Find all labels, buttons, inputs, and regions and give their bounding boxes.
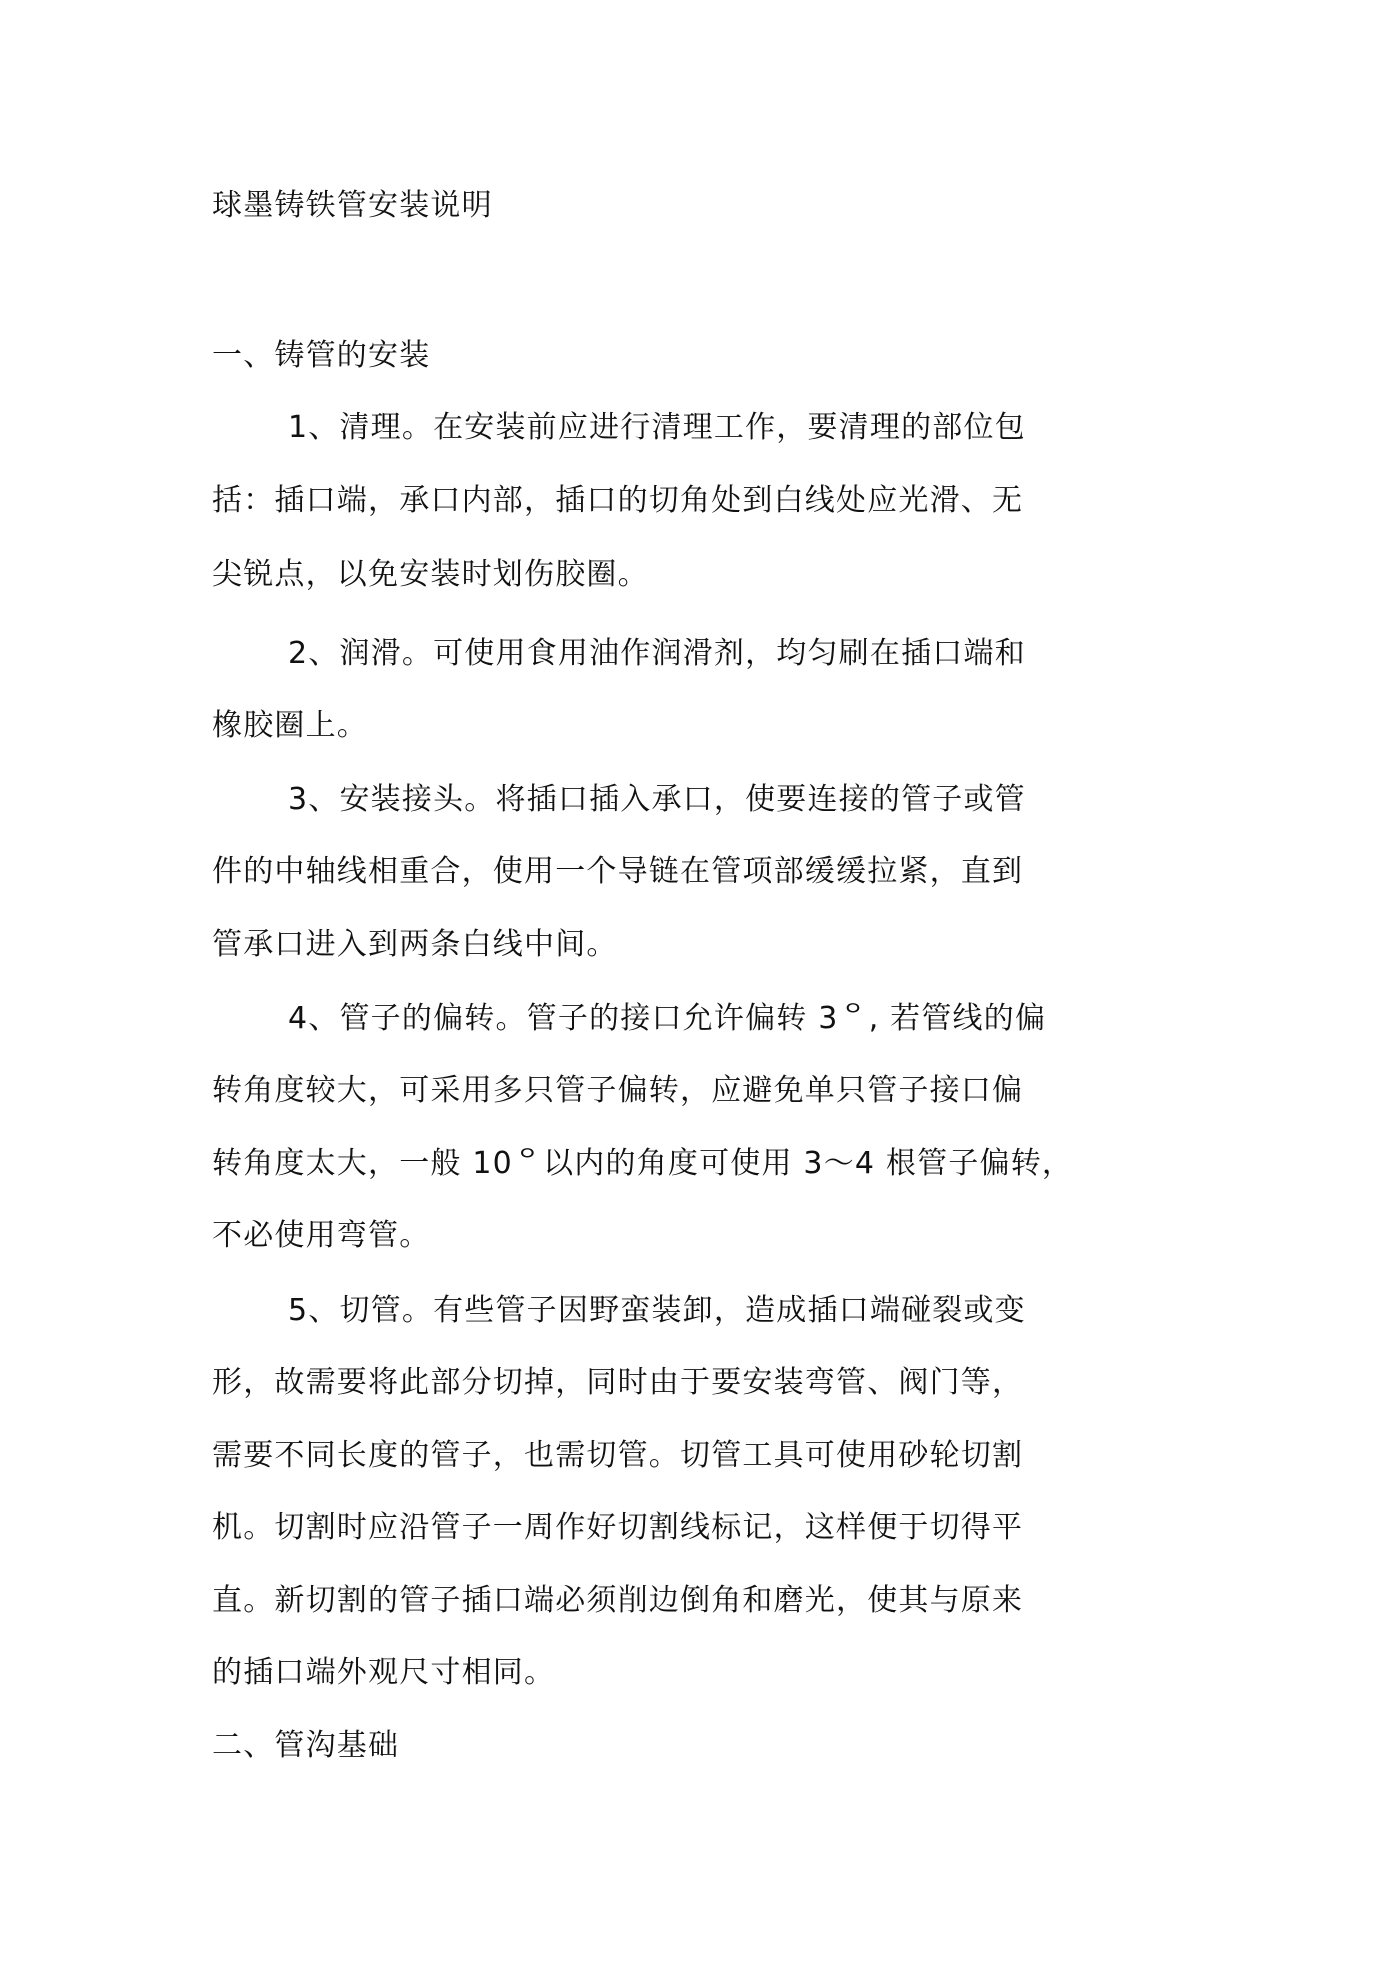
paragraph-line: 件的中轴线相重合，使用一个导链在管项部缓缓拉紧，直到 (212, 854, 1024, 889)
paragraph-line: 形，故需要将此部分切掉，同时由于要安装弯管、阀门等， (212, 1365, 1024, 1400)
paragraph-line: 括：插口端，承口内部，插口的切角处到白线处应光滑、无 (212, 483, 1024, 518)
paragraph-line: 4、管子的偏转。管子的接口允许偏转 3ᄋ, 若管线的偏 (288, 1001, 1047, 1036)
section-heading-installation: 一、铸管的安装 (212, 338, 431, 373)
paragraph-line: 直。新切割的管子插口端必须削边倒角和磨光，使其与原来 (212, 1583, 1024, 1618)
paragraph-line: 的插口端外观尺寸相同。 (212, 1655, 556, 1690)
paragraph-line: 橡胶圈上。 (212, 708, 368, 743)
document-title: 球墨铸铁管安装说明 (212, 188, 493, 223)
paragraph-line: 管承口进入到两条白线中间。 (212, 927, 618, 962)
paragraph-line: 需要不同长度的管子，也需切管。切管工具可使用砂轮切割 (212, 1438, 1024, 1473)
paragraph-line: 尖锐点，以免安装时划伤胶圈。 (212, 557, 649, 592)
paragraph-line: 2、润滑。可使用食用油作润滑剂，均匀刷在插口端和 (288, 636, 1026, 671)
section-heading-trench-foundation: 二、管沟基础 (212, 1728, 400, 1763)
paragraph-line: 不必使用弯管。 (212, 1218, 431, 1253)
paragraph-line: 机。切割时应沿管子一周作好切割线标记，这样便于切得平 (212, 1510, 1024, 1545)
paragraph-line: 转角度较大，可采用多只管子偏转，应避免单只管子接口偏 (212, 1073, 1024, 1108)
paragraph-line: 1、清理。在安装前应进行清理工作，要清理的部位包 (288, 410, 1026, 445)
paragraph-line: 3、安装接头。将插口插入承口，使要连接的管子或管 (288, 782, 1026, 817)
paragraph-line: 5、切管。有些管子因野蛮装卸，造成插口端碰裂或变 (288, 1293, 1026, 1328)
paragraph-line: 转角度太大，一般 10ᄋ以内的角度可使用 3～4 根管子偏转， (212, 1146, 1074, 1181)
